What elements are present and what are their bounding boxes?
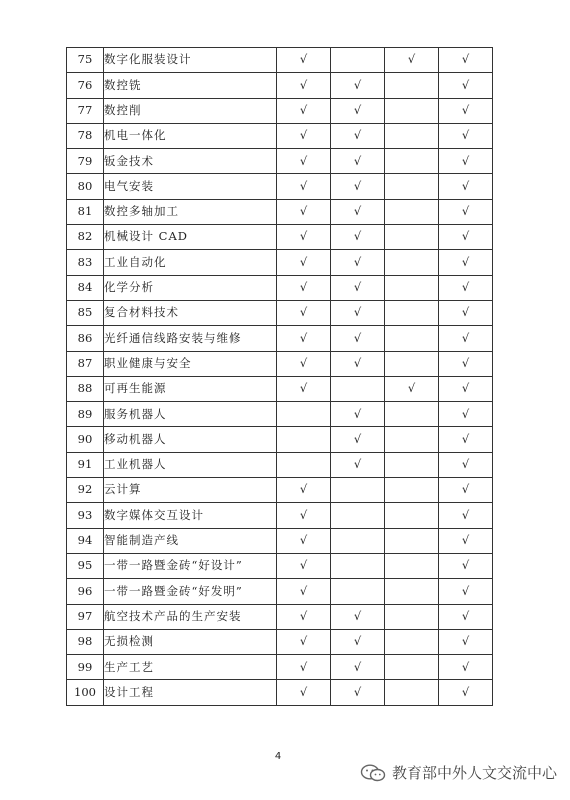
row-number: 84 (67, 275, 104, 300)
check-cell: √ (439, 427, 493, 452)
skill-name: 化学分析 (104, 275, 277, 300)
table-row (67, 553, 493, 578)
skill-name: 工业自动化 (104, 250, 277, 275)
check-cell: √ (277, 73, 331, 98)
table-row (67, 579, 493, 604)
check-cell (385, 326, 439, 351)
watermark-text: 教育部中外人文交流中心 (392, 764, 558, 782)
check-cell (277, 452, 331, 477)
check-cell (331, 478, 385, 503)
check-cell (331, 48, 385, 73)
row-number: 80 (67, 174, 104, 199)
check-cell: √ (331, 680, 385, 705)
table-row (67, 503, 493, 528)
check-cell: √ (331, 452, 385, 477)
check-cell: √ (439, 376, 493, 401)
check-cell (385, 174, 439, 199)
check-cell: √ (277, 275, 331, 300)
skill-name: 光纤通信线路安装与维修 (104, 326, 277, 351)
check-cell: √ (439, 275, 493, 300)
check-cell: √ (385, 376, 439, 401)
check-cell: √ (439, 452, 493, 477)
table-row (67, 629, 493, 654)
check-cell (385, 680, 439, 705)
check-cell (385, 73, 439, 98)
check-cell (385, 553, 439, 578)
check-cell: √ (439, 48, 493, 73)
skill-name: 设计工程 (104, 680, 277, 705)
check-cell: √ (331, 98, 385, 123)
row-number: 91 (67, 452, 104, 477)
table-row (67, 604, 493, 629)
check-cell: √ (439, 300, 493, 325)
row-number: 81 (67, 199, 104, 224)
check-cell: √ (439, 250, 493, 275)
check-cell: √ (331, 149, 385, 174)
check-cell (277, 402, 331, 427)
check-cell: √ (331, 250, 385, 275)
check-cell: √ (331, 427, 385, 452)
row-number: 88 (67, 376, 104, 401)
row-number: 100 (67, 680, 104, 705)
skill-name: 云计算 (104, 478, 277, 503)
check-cell: √ (331, 225, 385, 250)
skill-name: 无损检测 (104, 629, 277, 654)
row-number: 95 (67, 553, 104, 578)
check-cell: √ (331, 199, 385, 224)
check-cell: √ (439, 123, 493, 148)
table-row (67, 376, 493, 401)
table-row (67, 174, 493, 199)
table-row (67, 250, 493, 275)
skill-name: 数字媒体交互设计 (104, 503, 277, 528)
row-number: 89 (67, 402, 104, 427)
check-cell (385, 503, 439, 528)
check-cell: √ (439, 680, 493, 705)
check-cell (385, 123, 439, 148)
table-row (67, 452, 493, 477)
table-body (67, 48, 493, 706)
row-number: 82 (67, 225, 104, 250)
skill-name: 复合材料技术 (104, 300, 277, 325)
check-cell (385, 300, 439, 325)
row-number: 85 (67, 300, 104, 325)
check-cell (331, 528, 385, 553)
check-cell: √ (331, 123, 385, 148)
check-cell: √ (277, 655, 331, 680)
check-cell: √ (439, 73, 493, 98)
table-row (67, 655, 493, 680)
table-row (67, 149, 493, 174)
table-row (67, 123, 493, 148)
check-cell: √ (439, 326, 493, 351)
skill-name: 工业机器人 (104, 452, 277, 477)
check-cell (385, 579, 439, 604)
table-row (67, 326, 493, 351)
check-cell: √ (331, 351, 385, 376)
check-cell (385, 275, 439, 300)
check-cell: √ (331, 326, 385, 351)
row-number: 98 (67, 629, 104, 654)
check-cell (385, 629, 439, 654)
check-cell: √ (439, 604, 493, 629)
row-number: 75 (67, 48, 104, 73)
check-cell: √ (331, 275, 385, 300)
check-cell: √ (277, 174, 331, 199)
skill-name: 可再生能源 (104, 376, 277, 401)
check-cell: √ (277, 123, 331, 148)
row-number: 83 (67, 250, 104, 275)
skill-name: 钣金技术 (104, 149, 277, 174)
row-number: 90 (67, 427, 104, 452)
skill-name: 机械设计 CAD (104, 225, 277, 250)
row-number: 97 (67, 604, 104, 629)
page-number: 4 (274, 751, 282, 762)
check-cell: √ (439, 528, 493, 553)
check-cell: √ (331, 604, 385, 629)
row-number: 99 (67, 655, 104, 680)
row-number: 94 (67, 528, 104, 553)
table-row (67, 98, 493, 123)
check-cell (385, 402, 439, 427)
skill-name: 智能制造产线 (104, 528, 277, 553)
competition-table (66, 47, 493, 706)
row-number: 78 (67, 123, 104, 148)
skill-name: 数控铣 (104, 73, 277, 98)
check-cell (385, 452, 439, 477)
skill-name: 服务机器人 (104, 402, 277, 427)
check-cell (385, 528, 439, 553)
check-cell: √ (277, 528, 331, 553)
check-cell: √ (439, 629, 493, 654)
check-cell: √ (277, 376, 331, 401)
table-row (67, 73, 493, 98)
row-number: 77 (67, 98, 104, 123)
check-cell: √ (439, 351, 493, 376)
check-cell: √ (277, 250, 331, 275)
table-row (67, 300, 493, 325)
skill-name: 电气安装 (104, 174, 277, 199)
row-number: 93 (67, 503, 104, 528)
table-row (67, 199, 493, 224)
check-cell: √ (331, 629, 385, 654)
skill-name: 职业健康与安全 (104, 351, 277, 376)
watermark (360, 762, 557, 783)
check-cell: √ (439, 199, 493, 224)
check-cell: √ (277, 225, 331, 250)
check-cell: √ (439, 655, 493, 680)
skill-name: 数控多轴加工 (104, 199, 277, 224)
check-cell (385, 655, 439, 680)
check-cell (385, 98, 439, 123)
check-cell: √ (439, 149, 493, 174)
check-cell: √ (439, 478, 493, 503)
table-row (67, 351, 493, 376)
check-cell: √ (331, 174, 385, 199)
check-cell: √ (385, 48, 439, 73)
row-number: 87 (67, 351, 104, 376)
check-cell (331, 579, 385, 604)
check-cell: √ (277, 604, 331, 629)
table-row (67, 427, 493, 452)
check-cell: √ (439, 98, 493, 123)
skill-name: 移动机器人 (104, 427, 277, 452)
row-number: 96 (67, 579, 104, 604)
check-cell: √ (277, 351, 331, 376)
skill-name: 一带一路暨金砖“好设计” (104, 553, 277, 578)
check-cell (331, 376, 385, 401)
check-cell: √ (277, 326, 331, 351)
check-cell: √ (439, 503, 493, 528)
skill-name: 生产工艺 (104, 655, 277, 680)
row-number: 79 (67, 149, 104, 174)
check-cell: √ (277, 680, 331, 705)
check-cell: √ (277, 48, 331, 73)
wechat-icon (360, 763, 386, 783)
check-cell: √ (277, 300, 331, 325)
check-cell (385, 604, 439, 629)
check-cell: √ (439, 402, 493, 427)
check-cell: √ (331, 402, 385, 427)
table-row (67, 680, 493, 705)
check-cell (385, 351, 439, 376)
table-row (67, 48, 493, 73)
check-cell: √ (439, 174, 493, 199)
check-cell: √ (331, 73, 385, 98)
check-cell: √ (277, 98, 331, 123)
table-row (67, 528, 493, 553)
check-cell (331, 553, 385, 578)
table-row (67, 402, 493, 427)
skill-name: 航空技术产品的生产安装 (104, 604, 277, 629)
check-cell: √ (439, 553, 493, 578)
check-cell (385, 250, 439, 275)
row-number: 86 (67, 326, 104, 351)
check-cell: √ (277, 149, 331, 174)
check-cell (385, 199, 439, 224)
check-cell: √ (277, 553, 331, 578)
row-number: 92 (67, 478, 104, 503)
check-cell (385, 149, 439, 174)
check-cell (277, 427, 331, 452)
table-row (67, 478, 493, 503)
check-cell: √ (277, 503, 331, 528)
check-cell: √ (439, 225, 493, 250)
skill-name: 数控削 (104, 98, 277, 123)
check-cell: √ (277, 199, 331, 224)
table-row (67, 275, 493, 300)
check-cell (385, 478, 439, 503)
check-cell: √ (331, 300, 385, 325)
check-cell: √ (277, 629, 331, 654)
check-cell: √ (439, 579, 493, 604)
check-cell: √ (331, 655, 385, 680)
check-cell (385, 225, 439, 250)
skill-name: 一带一路暨金砖“好发明” (104, 579, 277, 604)
check-cell (385, 427, 439, 452)
check-cell: √ (277, 478, 331, 503)
skill-name: 机电一体化 (104, 123, 277, 148)
skill-name: 数字化服装设计 (104, 48, 277, 73)
row-number: 76 (67, 73, 104, 98)
table-row (67, 225, 493, 250)
check-cell: √ (277, 579, 331, 604)
check-cell (331, 503, 385, 528)
